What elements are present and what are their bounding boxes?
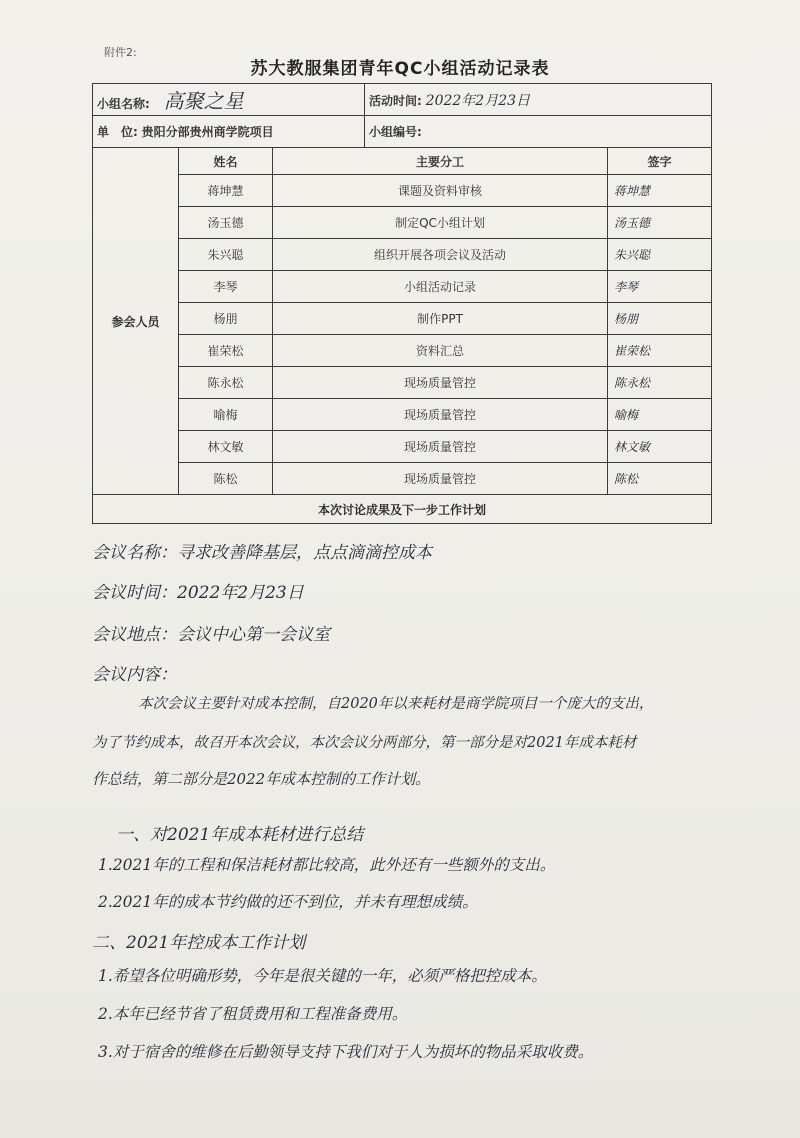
member-name: 汤玉德 — [179, 207, 273, 239]
member-name: 陈永松 — [179, 367, 273, 399]
group-no-label: 小组编号: — [369, 125, 422, 139]
note-item: 2.2021年的成本节约做的还不到位，并未有理想成绩。 — [98, 893, 478, 911]
note-meeting-content-label: 会议内容： — [92, 665, 177, 685]
activity-time-value: 2022年2月23日 — [425, 92, 531, 109]
group-name-cell — [93, 84, 365, 116]
note-item: 1.希望各位明确形势，今年是很关键的一年，必须严格把控成本。 — [98, 967, 547, 985]
note-item: 3.对于宿舍的维修在后勤领导支持下我们对于人为损坏的物品采取收费。 — [98, 1043, 594, 1061]
member-duty: 现场质量管控 — [273, 463, 608, 495]
member-signature: 汤玉德 — [608, 207, 712, 239]
activity-time-label: 活动时间: — [369, 93, 422, 108]
member-name: 陈松 — [179, 463, 273, 495]
member-row — [93, 303, 712, 335]
record-form-table — [92, 83, 712, 524]
note-meeting-place: 会议地点：会议中心第一会议室 — [92, 625, 330, 645]
member-row — [93, 431, 712, 463]
participants-label: 参会人员 — [93, 148, 179, 495]
col-header-duty: 主要分工 — [273, 148, 608, 175]
member-signature: 朱兴聪 — [608, 239, 712, 271]
member-duty: 制定QC小组计划 — [273, 207, 608, 239]
unit-cell — [93, 116, 365, 148]
member-name: 喻梅 — [179, 399, 273, 431]
member-row — [93, 239, 712, 271]
note-section-two: 二、2021年控成本工作计划 — [92, 933, 306, 953]
group-no-cell — [365, 116, 712, 148]
group-name-label: 小组名称: — [97, 97, 150, 111]
col-header-sign: 签字 — [608, 148, 712, 175]
member-name: 朱兴聪 — [179, 239, 273, 271]
member-row — [93, 335, 712, 367]
member-row — [93, 399, 712, 431]
member-row — [93, 175, 712, 207]
member-signature: 林文敏 — [608, 431, 712, 463]
member-signature: 崔荣松 — [608, 335, 712, 367]
member-name: 蒋坤慧 — [179, 175, 273, 207]
member-duty: 小组活动记录 — [273, 271, 608, 303]
member-name: 李琴 — [179, 271, 273, 303]
member-signature: 杨朋 — [608, 303, 712, 335]
member-row — [93, 271, 712, 303]
member-signature: 蒋坤慧 — [608, 175, 712, 207]
member-name: 崔荣松 — [179, 335, 273, 367]
member-signature: 喻梅 — [608, 399, 712, 431]
attachment-label: 附件2: — [104, 46, 137, 59]
plan-section-header: 本次讨论成果及下一步工作计划 — [93, 495, 712, 524]
note-paragraph-line: 为了节约成本，故召开本次会议，本次会议分两部分，第一部分是对2021年成本耗材 — [92, 735, 637, 751]
member-duty: 课题及资料审核 — [273, 175, 608, 207]
note-paragraph-line: 作总结，第二部分是2022年成本控制的工作计划。 — [92, 770, 431, 788]
member-duty: 现场质量管控 — [273, 431, 608, 463]
note-paragraph-line: 本次会议主要针对成本控制，自2020年以来耗材是商学院项目一个庞大的支出， — [138, 696, 654, 712]
unit-label: 单 位: — [97, 125, 138, 139]
note-section-one: 一、对2021年成本耗材进行总结 — [116, 825, 364, 845]
member-name: 林文敏 — [179, 431, 273, 463]
member-duty: 制作PPT — [273, 303, 608, 335]
member-row — [93, 207, 712, 239]
note-meeting-name: 会议名称：寻求改善降基层，点点滴滴控成本 — [92, 543, 432, 563]
group-name-value: 高聚之星 — [163, 89, 244, 113]
member-duty: 组织开展各项会议及活动 — [273, 239, 608, 271]
member-signature: 李琴 — [608, 271, 712, 303]
member-duty: 现场质量管控 — [273, 399, 608, 431]
member-duty: 现场质量管控 — [273, 367, 608, 399]
member-signature: 陈永松 — [608, 367, 712, 399]
member-row — [93, 463, 712, 495]
col-header-name: 姓名 — [179, 148, 273, 175]
activity-time-cell — [365, 84, 712, 116]
member-signature: 陈松 — [608, 463, 712, 495]
note-item: 2.本年已经节省了租赁费用和工程准备费用。 — [98, 1005, 408, 1023]
member-row — [93, 367, 712, 399]
member-name: 杨朋 — [179, 303, 273, 335]
note-meeting-time: 会议时间：2022年2月23日 — [92, 583, 304, 603]
unit-value: 贵阳分部贵州商学院项目 — [141, 125, 274, 139]
form-title: 苏大教服集团青年QC小组活动记录表 — [250, 59, 550, 79]
note-item: 1.2021年的工程和保洁耗材都比较高，此外还有一些额外的支出。 — [98, 856, 556, 874]
member-duty: 资料汇总 — [273, 335, 608, 367]
